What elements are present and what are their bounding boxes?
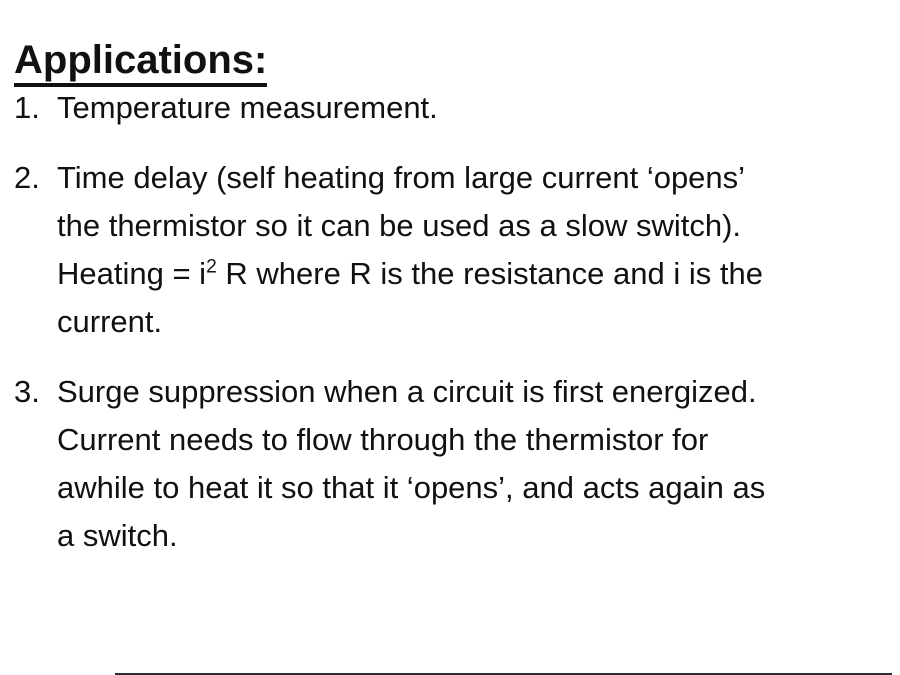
text-line: current. <box>57 304 163 339</box>
text-line: Time delay (self heating from large current ‘opens’ <box>57 160 746 195</box>
text-line: Temperature measurement. <box>57 90 438 125</box>
list-item <box>14 84 900 132</box>
list-item <box>14 368 900 560</box>
slide-title: Applications: <box>14 38 267 87</box>
list-item-text <box>57 154 900 346</box>
formula-after-superscript: R where R is the resistance and i is the <box>216 256 763 291</box>
list-item-number: 1. <box>14 90 40 125</box>
text-line: awhile to heat it so that it ‘opens’, and acts again as <box>57 470 766 505</box>
list-item-text <box>57 368 900 560</box>
text-line: Current needs to flow through the thermistor for <box>57 422 709 457</box>
superscript-exponent: 2 <box>206 256 217 278</box>
text-line: Surge suppression when a circuit is first energized. <box>57 374 757 409</box>
text-line: the thermistor so it can be used as a slow switch). <box>57 208 742 243</box>
list-item-text <box>57 84 900 132</box>
numbered-list <box>14 84 900 582</box>
list-item <box>14 154 900 346</box>
list-item-number: 2. <box>14 160 40 195</box>
text-line: a switch. <box>57 518 178 553</box>
list-item-number: 3. <box>14 374 40 409</box>
text-line-with-superscript <box>57 250 900 298</box>
formula-before-superscript: Heating = i <box>57 256 207 291</box>
